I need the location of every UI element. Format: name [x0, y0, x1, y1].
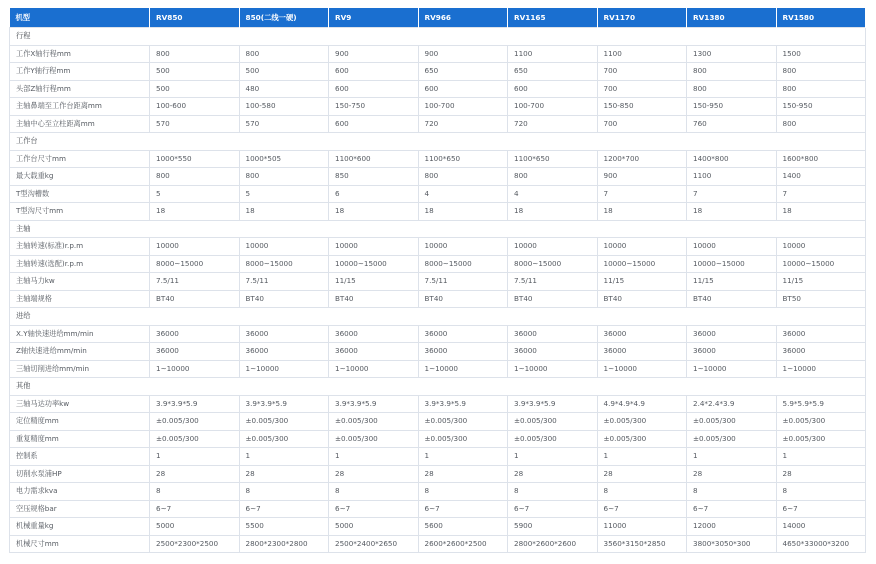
- value-cell: 480: [239, 80, 329, 98]
- value-cell: 1400: [776, 168, 866, 186]
- value-cell: 1600*800: [776, 150, 866, 168]
- row-label: 最大载重kg: [10, 168, 150, 186]
- value-cell: BT40: [239, 290, 329, 308]
- row-label: 控制系: [10, 448, 150, 466]
- value-cell: 1: [508, 448, 598, 466]
- table-row: [10, 500, 866, 518]
- value-cell: 900: [418, 45, 508, 63]
- value-cell: 6~7: [687, 500, 777, 518]
- value-cell: 4650*33000*3200: [776, 535, 866, 553]
- table-row: [10, 290, 866, 308]
- value-cell: 11/15: [776, 273, 866, 291]
- table-row: [10, 115, 866, 133]
- value-cell: 100-700: [418, 98, 508, 116]
- value-cell: 10000~15000: [597, 255, 687, 273]
- value-cell: 150-950: [687, 98, 777, 116]
- row-label: 头部Z轴行程mm: [10, 80, 150, 98]
- value-cell: 18: [597, 203, 687, 221]
- value-cell: 6~7: [508, 500, 598, 518]
- value-cell: 11/15: [329, 273, 419, 291]
- value-cell: 1~10000: [687, 360, 777, 378]
- value-cell: BT50: [776, 290, 866, 308]
- value-cell: 720: [418, 115, 508, 133]
- value-cell: 7.5/11: [150, 273, 240, 291]
- value-cell: 36000: [418, 325, 508, 343]
- value-cell: 2800*2300*2800: [239, 535, 329, 553]
- value-cell: 36000: [239, 325, 329, 343]
- value-cell: 150-950: [776, 98, 866, 116]
- value-cell: 1: [597, 448, 687, 466]
- value-cell: ±0.005/300: [597, 430, 687, 448]
- value-cell: 1000*505: [239, 150, 329, 168]
- value-cell: 10000: [150, 238, 240, 256]
- value-cell: 700: [597, 115, 687, 133]
- row-label: 机械尺寸mm: [10, 535, 150, 553]
- value-cell: 570: [150, 115, 240, 133]
- value-cell: 900: [329, 45, 419, 63]
- value-cell: 150-850: [597, 98, 687, 116]
- table-row: [10, 518, 866, 536]
- value-cell: 5900: [508, 518, 598, 536]
- value-cell: 1500: [776, 45, 866, 63]
- value-cell: 36000: [597, 343, 687, 361]
- value-cell: 700: [597, 63, 687, 81]
- value-cell: BT40: [508, 290, 598, 308]
- row-label: 主轴中心至立柱距离mm: [10, 115, 150, 133]
- value-cell: 3.9*3.9*5.9: [150, 395, 240, 413]
- value-cell: 600: [329, 63, 419, 81]
- value-cell: BT40: [687, 290, 777, 308]
- row-label: 空压规格bar: [10, 500, 150, 518]
- table-row: [10, 535, 866, 553]
- value-cell: 36000: [239, 343, 329, 361]
- value-cell: 600: [329, 115, 419, 133]
- row-label: T型沟槽数: [10, 185, 150, 203]
- section-title: 进给: [10, 308, 866, 326]
- row-label: Z轴快速进给mm/min: [10, 343, 150, 361]
- value-cell: 100-700: [508, 98, 598, 116]
- value-cell: 4: [508, 185, 598, 203]
- value-cell: ±0.005/300: [418, 413, 508, 431]
- header-cell: RV1580: [776, 8, 866, 28]
- table-row: [10, 430, 866, 448]
- value-cell: 10000: [418, 238, 508, 256]
- value-cell: 1~10000: [776, 360, 866, 378]
- section-row: [10, 28, 866, 46]
- value-cell: 36000: [418, 343, 508, 361]
- table-row: [10, 150, 866, 168]
- row-label: 主轴鼻端至工作台距离mm: [10, 98, 150, 116]
- header-cell: RV850: [150, 8, 240, 28]
- value-cell: 1: [687, 448, 777, 466]
- table-row: [10, 343, 866, 361]
- value-cell: 800: [508, 168, 598, 186]
- value-cell: 36000: [687, 325, 777, 343]
- value-cell: 28: [329, 465, 419, 483]
- header-cell: RV966: [418, 8, 508, 28]
- value-cell: 5: [150, 185, 240, 203]
- value-cell: 2800*2600*2600: [508, 535, 598, 553]
- table-row: [10, 238, 866, 256]
- value-cell: 8: [329, 483, 419, 501]
- value-cell: 6~7: [597, 500, 687, 518]
- value-cell: 5500: [239, 518, 329, 536]
- value-cell: 7: [687, 185, 777, 203]
- value-cell: 6~7: [418, 500, 508, 518]
- value-cell: 500: [150, 63, 240, 81]
- value-cell: 800: [239, 45, 329, 63]
- value-cell: 10000: [597, 238, 687, 256]
- value-cell: 7.5/11: [239, 273, 329, 291]
- table-row: [10, 273, 866, 291]
- value-cell: 1400*800: [687, 150, 777, 168]
- value-cell: 18: [418, 203, 508, 221]
- header-row: [10, 8, 866, 28]
- table-row: [10, 203, 866, 221]
- value-cell: 800: [687, 63, 777, 81]
- value-cell: 1: [776, 448, 866, 466]
- section-title: 其他: [10, 378, 866, 396]
- value-cell: 28: [150, 465, 240, 483]
- value-cell: 1100: [687, 168, 777, 186]
- row-label: T型沟尺寸mm: [10, 203, 150, 221]
- value-cell: 800: [150, 45, 240, 63]
- header-cell-model: 机型: [10, 8, 150, 28]
- value-cell: BT40: [329, 290, 419, 308]
- value-cell: 1300: [687, 45, 777, 63]
- value-cell: ±0.005/300: [329, 430, 419, 448]
- value-cell: ±0.005/300: [508, 413, 598, 431]
- value-cell: 6: [329, 185, 419, 203]
- value-cell: 1100*650: [508, 150, 598, 168]
- spec-table: [9, 8, 866, 553]
- value-cell: 600: [418, 80, 508, 98]
- value-cell: 36000: [150, 343, 240, 361]
- value-cell: 12000: [687, 518, 777, 536]
- value-cell: 28: [508, 465, 598, 483]
- value-cell: BT40: [418, 290, 508, 308]
- section-title: 行程: [10, 28, 866, 46]
- table-row: [10, 255, 866, 273]
- value-cell: 28: [239, 465, 329, 483]
- value-cell: 900: [597, 168, 687, 186]
- value-cell: 2500*2400*2650: [329, 535, 419, 553]
- row-label: 三轴马达功率kw: [10, 395, 150, 413]
- value-cell: 18: [329, 203, 419, 221]
- value-cell: 10000~15000: [776, 255, 866, 273]
- value-cell: 18: [687, 203, 777, 221]
- value-cell: BT40: [150, 290, 240, 308]
- value-cell: 36000: [508, 343, 598, 361]
- row-label: 主轴端规格: [10, 290, 150, 308]
- value-cell: 5.9*5.9*5.9: [776, 395, 866, 413]
- row-label: 重复精度mm: [10, 430, 150, 448]
- value-cell: 7: [597, 185, 687, 203]
- value-cell: ±0.005/300: [150, 430, 240, 448]
- value-cell: 10000: [329, 238, 419, 256]
- value-cell: 6~7: [329, 500, 419, 518]
- value-cell: 5: [239, 185, 329, 203]
- value-cell: 600: [329, 80, 419, 98]
- row-label: 主轴转速(标准)r.p.m: [10, 238, 150, 256]
- row-label: 主轴转速(选配)r.p.m: [10, 255, 150, 273]
- value-cell: 11/15: [687, 273, 777, 291]
- value-cell: 8: [597, 483, 687, 501]
- row-label: 电力需求kva: [10, 483, 150, 501]
- value-cell: 3560*3150*2850: [597, 535, 687, 553]
- value-cell: ±0.005/300: [239, 413, 329, 431]
- value-cell: 8: [418, 483, 508, 501]
- value-cell: 18: [150, 203, 240, 221]
- value-cell: 8: [508, 483, 598, 501]
- value-cell: 2.4*2.4*3.9: [687, 395, 777, 413]
- value-cell: 18: [776, 203, 866, 221]
- value-cell: 11/15: [597, 273, 687, 291]
- value-cell: 1100*600: [329, 150, 419, 168]
- value-cell: 1: [150, 448, 240, 466]
- value-cell: 6~7: [776, 500, 866, 518]
- value-cell: 28: [597, 465, 687, 483]
- table-header: [10, 8, 866, 28]
- table-row: [10, 395, 866, 413]
- value-cell: 8: [687, 483, 777, 501]
- value-cell: BT40: [597, 290, 687, 308]
- value-cell: 6~7: [150, 500, 240, 518]
- section-row: [10, 378, 866, 396]
- value-cell: 3.9*3.9*5.9: [329, 395, 419, 413]
- value-cell: 500: [150, 80, 240, 98]
- value-cell: 800: [776, 80, 866, 98]
- value-cell: 700: [597, 80, 687, 98]
- value-cell: ±0.005/300: [687, 413, 777, 431]
- value-cell: 1100*650: [418, 150, 508, 168]
- value-cell: 5600: [418, 518, 508, 536]
- value-cell: 800: [418, 168, 508, 186]
- value-cell: 2500*2300*2500: [150, 535, 240, 553]
- value-cell: 10000: [239, 238, 329, 256]
- table-body: [10, 28, 866, 553]
- table-row: [10, 448, 866, 466]
- value-cell: 600: [508, 80, 598, 98]
- value-cell: 7.5/11: [508, 273, 598, 291]
- value-cell: 1~10000: [418, 360, 508, 378]
- table-row: [10, 413, 866, 431]
- value-cell: 650: [508, 63, 598, 81]
- value-cell: 3.9*3.9*5.9: [239, 395, 329, 413]
- value-cell: 10000: [508, 238, 598, 256]
- value-cell: 800: [687, 80, 777, 98]
- section-title: 工作台: [10, 133, 866, 151]
- value-cell: 1200*700: [597, 150, 687, 168]
- value-cell: ±0.005/300: [776, 413, 866, 431]
- value-cell: 28: [687, 465, 777, 483]
- table-row: [10, 185, 866, 203]
- value-cell: 7.5/11: [418, 273, 508, 291]
- table-row: [10, 465, 866, 483]
- value-cell: ±0.005/300: [150, 413, 240, 431]
- value-cell: 800: [239, 168, 329, 186]
- value-cell: 36000: [597, 325, 687, 343]
- value-cell: 1~10000: [508, 360, 598, 378]
- value-cell: 28: [776, 465, 866, 483]
- value-cell: 8000~15000: [418, 255, 508, 273]
- value-cell: 28: [418, 465, 508, 483]
- value-cell: ±0.005/300: [329, 413, 419, 431]
- value-cell: 1~10000: [239, 360, 329, 378]
- value-cell: ±0.005/300: [597, 413, 687, 431]
- value-cell: ±0.005/300: [687, 430, 777, 448]
- row-label: 机械重量kg: [10, 518, 150, 536]
- value-cell: 36000: [687, 343, 777, 361]
- row-label: 工作台尺寸mm: [10, 150, 150, 168]
- table-row: [10, 98, 866, 116]
- value-cell: 800: [776, 115, 866, 133]
- value-cell: 100-600: [150, 98, 240, 116]
- value-cell: 8: [776, 483, 866, 501]
- table-row: [10, 63, 866, 81]
- row-label: 定位精度mm: [10, 413, 150, 431]
- value-cell: 1~10000: [597, 360, 687, 378]
- value-cell: 8: [239, 483, 329, 501]
- value-cell: 36000: [776, 325, 866, 343]
- value-cell: 36000: [776, 343, 866, 361]
- value-cell: 10000~15000: [687, 255, 777, 273]
- value-cell: 800: [776, 63, 866, 81]
- section-row: [10, 308, 866, 326]
- value-cell: 1: [239, 448, 329, 466]
- value-cell: 6~7: [239, 500, 329, 518]
- value-cell: 3.9*3.9*5.9: [418, 395, 508, 413]
- value-cell: 10000: [776, 238, 866, 256]
- value-cell: 36000: [508, 325, 598, 343]
- table-row: [10, 325, 866, 343]
- value-cell: 570: [239, 115, 329, 133]
- value-cell: 36000: [150, 325, 240, 343]
- section-row: [10, 220, 866, 238]
- value-cell: 8: [150, 483, 240, 501]
- value-cell: 18: [239, 203, 329, 221]
- row-label: 三轴切削进给mm/min: [10, 360, 150, 378]
- value-cell: 1100: [597, 45, 687, 63]
- value-cell: 4.9*4.9*4.9: [597, 395, 687, 413]
- value-cell: ±0.005/300: [508, 430, 598, 448]
- value-cell: 11000: [597, 518, 687, 536]
- table-row: [10, 45, 866, 63]
- value-cell: 1: [329, 448, 419, 466]
- value-cell: 1100: [508, 45, 598, 63]
- value-cell: 4: [418, 185, 508, 203]
- value-cell: 10000: [687, 238, 777, 256]
- value-cell: 720: [508, 115, 598, 133]
- value-cell: 14000: [776, 518, 866, 536]
- value-cell: 8000~15000: [150, 255, 240, 273]
- value-cell: 3.9*3.9*5.9: [508, 395, 598, 413]
- value-cell: 3800*3050*300: [687, 535, 777, 553]
- value-cell: 1: [418, 448, 508, 466]
- value-cell: 150-750: [329, 98, 419, 116]
- row-label: X.Y轴快速进给mm/min: [10, 325, 150, 343]
- header-cell: RV1170: [597, 8, 687, 28]
- value-cell: 100-580: [239, 98, 329, 116]
- value-cell: 8000~15000: [239, 255, 329, 273]
- value-cell: 850: [329, 168, 419, 186]
- value-cell: 1~10000: [329, 360, 419, 378]
- value-cell: 2600*2600*2500: [418, 535, 508, 553]
- table-row: [10, 360, 866, 378]
- header-cell: RV1380: [687, 8, 777, 28]
- table-row: [10, 168, 866, 186]
- section-row: [10, 133, 866, 151]
- value-cell: 800: [150, 168, 240, 186]
- header-cell: RV1165: [508, 8, 598, 28]
- value-cell: ±0.005/300: [418, 430, 508, 448]
- value-cell: 650: [418, 63, 508, 81]
- value-cell: 1000*550: [150, 150, 240, 168]
- header-cell: RV9: [329, 8, 419, 28]
- value-cell: 5000: [329, 518, 419, 536]
- value-cell: 5000: [150, 518, 240, 536]
- value-cell: 10000~15000: [329, 255, 419, 273]
- row-label: 主轴马力kw: [10, 273, 150, 291]
- section-title: 主轴: [10, 220, 866, 238]
- row-label: 切削水泵浦HP: [10, 465, 150, 483]
- value-cell: ±0.005/300: [776, 430, 866, 448]
- value-cell: 760: [687, 115, 777, 133]
- value-cell: 1~10000: [150, 360, 240, 378]
- row-label: 工作Y轴行程mm: [10, 63, 150, 81]
- value-cell: ±0.005/300: [239, 430, 329, 448]
- value-cell: 7: [776, 185, 866, 203]
- header-cell: 850(二线一硬): [239, 8, 329, 28]
- value-cell: 36000: [329, 325, 419, 343]
- value-cell: 18: [508, 203, 598, 221]
- row-label: 工作X轴行程mm: [10, 45, 150, 63]
- value-cell: 8000~15000: [508, 255, 598, 273]
- table-row: [10, 483, 866, 501]
- value-cell: 500: [239, 63, 329, 81]
- table-row: [10, 80, 866, 98]
- value-cell: 36000: [329, 343, 419, 361]
